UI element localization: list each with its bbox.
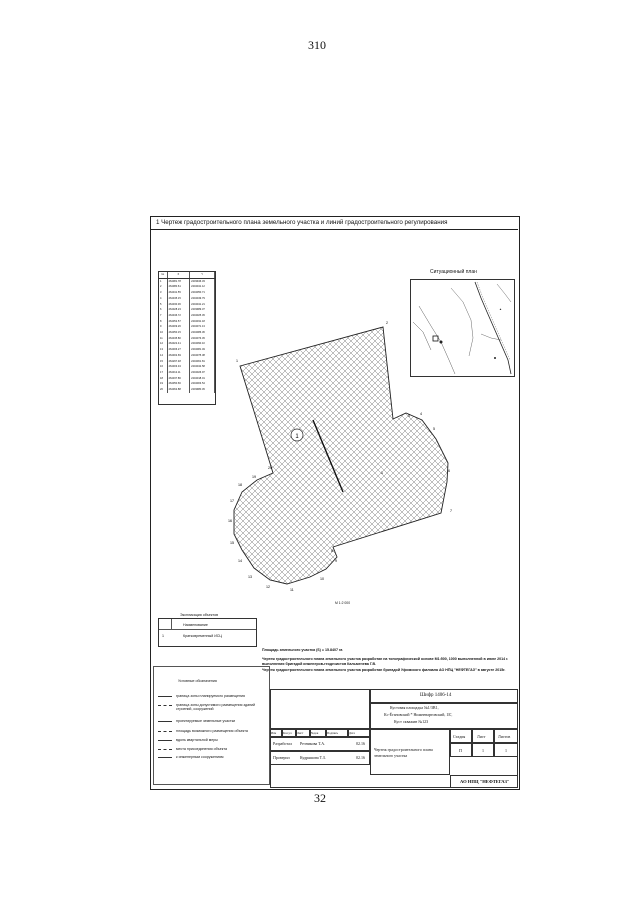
stage-value: П	[459, 748, 462, 753]
coord-cell: 7	[159, 313, 167, 319]
inner-label: 1	[380, 470, 384, 475]
symbols-legend	[153, 666, 270, 785]
coord-cell: 464350.15	[167, 330, 190, 336]
coord-cell: 464337.86	[167, 376, 190, 382]
coord-cell: 464297.48	[167, 359, 190, 365]
vertex-label: 12	[266, 585, 270, 589]
topo-note: Чертеж градостроительного плана земельного участка разработан на топографической основе М1:500, 1000 выполненной в июне 2014 г. выполнения бригадой инженеров-геодезистов Кальменева Г.В.	[262, 656, 509, 666]
project-line-1: Кустовая площадка №1/3В1,	[390, 705, 439, 710]
developer-date: 02.16	[356, 741, 365, 746]
coord-cell: 11	[159, 336, 167, 342]
developer-name: Резникова Т.А.	[300, 741, 326, 746]
page-number-bottom: 32	[314, 791, 326, 805]
vertex-label: 7	[450, 509, 452, 513]
coord-cell: 2204003.54	[190, 381, 215, 387]
lists-header: Листов	[498, 734, 511, 739]
coord-cell: 2203980.45	[190, 387, 215, 393]
coord-cell: 464345.15	[167, 296, 190, 302]
author-note: Чертеж градостроительного плана земельного участка разработан бригадой Уфимского филиала АО НПЦ "НЕФТЕГАЗ" в августе 2015г.	[262, 668, 506, 673]
coord-cell: 4	[159, 296, 167, 302]
coord-cell: 18	[159, 376, 167, 382]
coord-cell: 464309.26	[167, 324, 190, 330]
title-block	[270, 689, 518, 788]
stamp-header-cell: №док	[311, 731, 319, 735]
vertex-label: 1	[236, 359, 238, 363]
coord-cell: 13	[159, 347, 167, 353]
coord-cell: 464302.69	[167, 353, 190, 359]
vertex-label: 9	[335, 559, 337, 563]
coord-cell: 2204081.49	[190, 347, 215, 353]
lists-value: 1	[505, 748, 507, 753]
vertex-label: 14	[238, 559, 242, 563]
list-header: Лист	[477, 734, 486, 739]
legend-item: места присоединения объекта	[176, 747, 228, 751]
coord-cell: 2204025.45	[190, 313, 215, 319]
coord-cell: 464352.57	[167, 319, 190, 325]
page-number-top: 310	[308, 38, 326, 52]
coord-cell: 2204050.71	[190, 290, 215, 296]
coord-cell: 2204090.10	[190, 341, 215, 347]
coord-cell: 2204073.45	[190, 336, 215, 342]
coord-cell: 2	[159, 284, 167, 290]
stamp-header-cell: Лист	[297, 731, 304, 735]
coord-cell: 5	[159, 302, 167, 308]
coord-cell: 2204031.18	[190, 319, 215, 325]
coord-cell: 2204041.21	[190, 302, 215, 308]
coord-cell: 2204061.81	[190, 359, 215, 365]
legend-symbol	[158, 749, 172, 750]
vertex-label: 6	[448, 469, 450, 473]
sheet-title: 1 Чертеж градостроительного плана земельного участка и линий градостроительного регулирования	[156, 219, 448, 226]
coord-cell: 464330.36	[167, 302, 190, 308]
explication-row1: Наименование	[183, 623, 208, 627]
coord-header: №	[159, 272, 167, 278]
parcel-number: 1	[295, 434, 299, 440]
legend-symbol	[158, 757, 172, 758]
organization: АО НПЦ "НЕФТЕГАЗ"	[460, 779, 510, 784]
coord-cell: 464380.61	[167, 284, 190, 290]
coord-cell: 10	[159, 330, 167, 336]
parcel-drawing	[150, 230, 518, 610]
checker-role: Проверил	[273, 755, 290, 760]
legend-symbol	[158, 705, 172, 706]
coord-cell: 464346.72	[167, 313, 190, 319]
coord-cell: 464322.41	[167, 341, 190, 347]
legend-item: вдоль квартальной меры	[176, 738, 218, 742]
coord-cell: 464341.55	[167, 290, 190, 296]
vertex-label: 10	[320, 577, 324, 581]
document-code: Шифр 1406-14	[420, 693, 452, 698]
legend-symbol	[158, 740, 172, 741]
explication-table	[158, 618, 257, 647]
vertex-label: 16	[228, 519, 232, 523]
coord-cell: 9	[159, 324, 167, 330]
stamp-header-cell: Кол.уч	[283, 731, 292, 735]
vertex-label: 11	[290, 588, 294, 592]
project-line-2: Кс-Ёгановский * Нижневартовский, 1Б',	[384, 712, 453, 717]
coord-cell: 2204075.38	[190, 353, 215, 359]
coord-cell: 1	[159, 278, 167, 284]
coord-cell: 14	[159, 353, 167, 359]
vertex-label: 4	[420, 412, 422, 416]
coord-cell: 464345.80	[167, 336, 190, 342]
checker-date: 02.16	[356, 755, 365, 760]
coord-cell: 2204041.12	[190, 284, 215, 290]
coord-cell: 464312.11	[167, 370, 190, 376]
coord-cell: 19	[159, 381, 167, 387]
vertex-label: 20	[268, 466, 272, 470]
legend-item: к инженерным сооружениям	[176, 755, 224, 759]
notes-block	[262, 648, 516, 673]
legend-symbol	[158, 721, 172, 722]
checker-name: Кудряшова Т.З.	[300, 755, 326, 760]
explication-row2-text: Кратковременный ИСЦ	[183, 634, 223, 638]
situation-plan-label: Ситуационный план	[430, 269, 477, 275]
legend-symbol	[158, 696, 172, 697]
vertex-label: 3	[408, 414, 410, 418]
legend-item: площадь возможного размещения объекта	[176, 729, 248, 733]
coord-header: X	[167, 272, 190, 278]
coord-cell: 6	[159, 307, 167, 313]
coord-cell: 2203989.37	[190, 307, 215, 313]
coord-cell: 2204026.97	[190, 370, 215, 376]
vertex-label: 13	[248, 575, 252, 579]
legend-item: граница зоны допустимого размещения зданий строений, сооружений	[176, 703, 256, 712]
area-note: Площадь земельного участка (S) = 15.8407 га	[262, 648, 343, 652]
svg-text:▲: ▲	[499, 307, 502, 311]
legend-symbol	[158, 731, 172, 732]
symbols-legend-title: Условные обозначения	[178, 679, 217, 683]
coord-cell: 2204018.01	[190, 376, 215, 382]
stamp-header-cell: Подпись	[327, 731, 339, 735]
coord-cell: 12	[159, 341, 167, 347]
land-parcel	[234, 327, 448, 584]
vertex-label: 15	[230, 541, 234, 545]
scale-label: М 1:2 000	[335, 601, 351, 605]
coord-header: Y	[190, 272, 215, 278]
coord-cell: 464303.34	[167, 364, 190, 370]
list-value: 1	[482, 748, 484, 753]
project-line-3: Куст скважин №123	[394, 719, 429, 724]
coord-cell: 2204086.36	[190, 330, 215, 336]
vertex-label: 18	[238, 483, 242, 487]
coord-cell: 2204049.79	[190, 296, 215, 302]
vertex-label: 19	[252, 475, 256, 479]
coord-cell: 8	[159, 319, 167, 325]
coord-cell: 2204042.58	[190, 364, 215, 370]
coord-cell: 3	[159, 290, 167, 296]
coord-cell: 20	[159, 387, 167, 393]
coord-cell: 16	[159, 364, 167, 370]
coord-cell: 17	[159, 370, 167, 376]
coord-cell: 15	[159, 359, 167, 365]
sheet-description: Чертеж градостроительного плана земельного участка	[374, 747, 433, 758]
coord-cell: 464350.66	[167, 381, 190, 387]
vertex-label: 5	[433, 427, 435, 431]
vertex-label: 17	[230, 499, 234, 503]
vertex-label: 2	[386, 321, 388, 325]
explication-row2-num: 1	[162, 634, 164, 638]
coord-cell: 464328.23	[167, 307, 190, 313]
stage-header: Стадия	[453, 734, 466, 739]
coord-cell: 2204071.13	[190, 324, 215, 330]
coord-cell: 2203946.33	[190, 278, 215, 284]
legend-item: граница зоны планируемого размещения	[176, 694, 245, 698]
stamp-header-cell: Изм	[271, 731, 277, 735]
legend-item: проектируемые земельные участки	[176, 719, 236, 723]
coord-cell: 464381.78	[167, 278, 190, 284]
vertex-label: 8	[331, 549, 333, 553]
stamp-header-cell: Дата	[349, 731, 355, 735]
developer-role: Разработал	[273, 741, 292, 746]
coord-cell: 464362.88	[167, 387, 190, 393]
coord-cell: 464306.27	[167, 347, 190, 353]
legend-title: Экспликация объектов	[180, 613, 219, 617]
